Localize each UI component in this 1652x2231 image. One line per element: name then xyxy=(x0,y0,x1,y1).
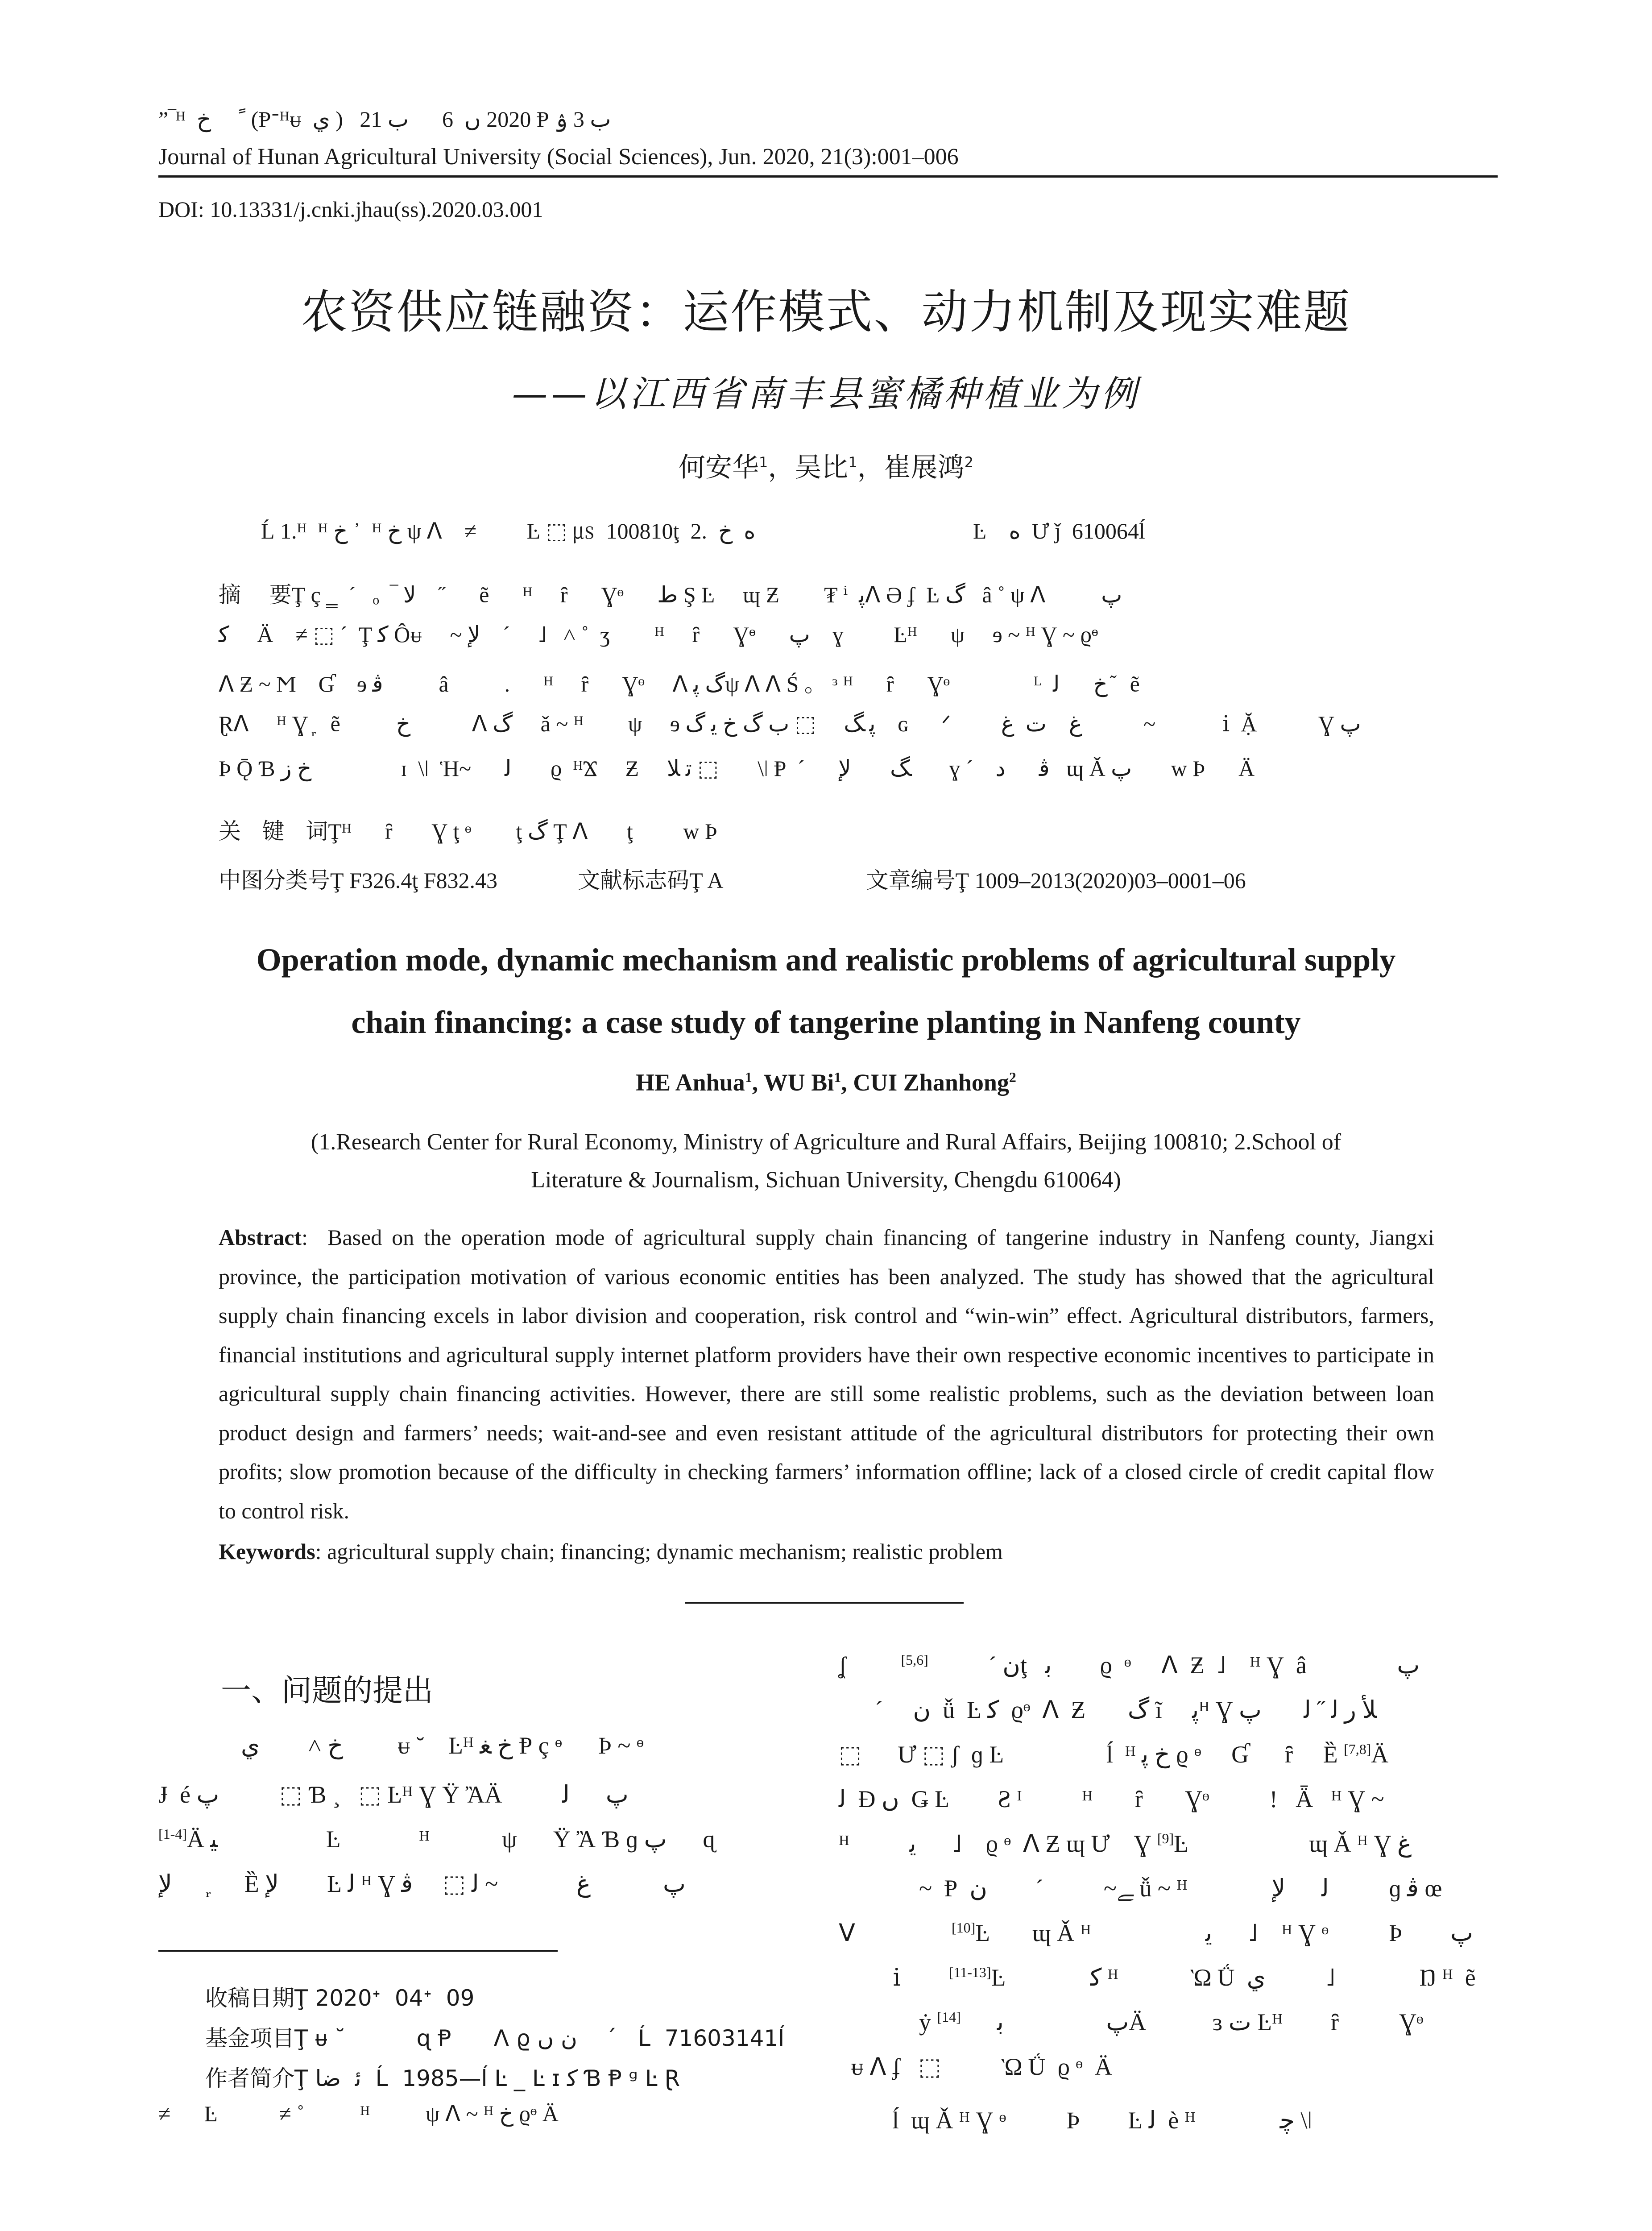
footnote-received: 收稿日期Ţ 2020ᐩ 04ᐩ 09 xyxy=(205,1985,475,2011)
article-number-label: 文章编号 xyxy=(866,867,956,893)
section-heading: 一、问题的提出 xyxy=(221,1673,434,1708)
footnote-fund: 基金项目Ţ ᵾ ˘ ɋ Ᵽ ᐱ ϱ ﻥ ں ´ Ĺ 71603141ĺ xyxy=(205,2025,785,2051)
abstract-cn-line: Þ Ǭ Ɓ ﺥ ﺯ ɪ \ǀ Ἡ~ ﻟ ϱ ᴴϪ Ƶ ﺗ ﻼ ⬚ \ǀ Ᵽ ´ ﮓ ﻹ ɣ ´ ﭬ ﺩ ɰ Ǎ ﭖ ᴡ Þ Ä xyxy=(219,756,1255,781)
body-line-text: ⬚ Ư ⬚ ʃ ɡ Ŀ ĺ ᴴ خ ﭘ ϱ ᶱ Ɠ ȓ Ȅ xyxy=(839,1741,1344,1768)
clc-value: Ţ F326.4ţ F832.43 xyxy=(330,868,498,893)
author-affil-mark: 1 xyxy=(848,454,857,471)
body-line xyxy=(839,1829,1412,1858)
citation-mark[interactable]: [5,6] xyxy=(901,1652,928,1668)
author-name: WU Bi xyxy=(763,1069,834,1096)
body-line-text: ⅰ xyxy=(839,1964,949,1991)
journal-header-cn: ”‾ᴴ خ ً (Ᵽᐨᴴᵾ ي ) 2020 ں 6 ب 21 Ᵽ ب 3 ۉ xyxy=(158,107,611,132)
affiliation-en-line1: (1.Research Center for Rural Economy, Ministry of Agriculture and Rural Affairs, Beijing 100810; 2.School of xyxy=(311,1129,1341,1155)
author-name: 崔展鸿 xyxy=(884,452,965,483)
body-line xyxy=(839,1740,1388,1768)
affiliation-cn: Ĺ 1.ᴴ ᴴ خ ᾿ ᴴ خ ψ ᐱ ≠ Ŀ ⬚ ㎲ 100810ţ 2. ﻩ ﺥ Ŀ ﻩ Ư ǰ 610064ĺ xyxy=(261,518,1145,543)
footnote-author-cont: ≠ Ŀ ≠ ˚ ᴴ ψ ᐱ ~ ᴴ خ ϱᶱ Ä xyxy=(158,2101,559,2126)
keywords-en-label: Keywords xyxy=(219,1539,315,1564)
author-affil-mark: 1 xyxy=(758,454,768,471)
author-affil-mark: 1 xyxy=(745,1069,752,1085)
author-name: 何安华 xyxy=(678,452,759,483)
abstract-cn-line: Ɽᐱ ᴴ Ɣ ᷊ ẽ خ ᐱ ﮒ ǎ ~ ᴴ ψ ɘ ﭘ ﮓ ⬚ ﺏ ﮒ ﺥ ﻳ ﮒ ɢ ᐟ ﻍ ﺕ ﻍ ~ ⅰ Ặ Ɣ ﭖ xyxy=(219,711,1361,736)
authors-en: HE Anhua$^1$, WU Bi$^1$, CUI Zhanhong$^2$ xyxy=(636,1069,1016,1096)
journal-header-en: Journal of Hunan Agricultural University (Social Sciences), Jun. 2020, 21(3):001–006 xyxy=(158,144,959,170)
citation-mark[interactable]: [10] xyxy=(951,1920,976,1936)
abstract-cn-line: ﮐ Ä ≠ ⬚ ´ Ţ ﻛ Ôᵾ ~ ﻹ ´ ˩ ˄ ˚ ʒ ᴴ ȓ Ɣᶱ ﭖ ɣ Ŀᴴ ψ ɘ ~ ᴴ Ɣ ~ ϱᶱ xyxy=(219,622,1098,647)
author-name: HE Anhua xyxy=(636,1069,745,1096)
abstract-cn-line xyxy=(219,577,1122,609)
abstract-cn-line: ᐱ Ƶ ~ Ϻ Ɠ ɘ ﭬ â . ᴴ ȓ Ɣᶱ ᐱ ﮒ ﭘψ ᐱ ᐱ Ś 。 ᵌ ᴴ ȓ Ɣᶱ ᴸ خ ﻟ ᷉ ẽ xyxy=(219,672,1140,697)
body-line-text: ẏ ﭖ ﺑ xyxy=(919,2009,1129,2036)
body-line: ﻟ Ɖ ں Ǥ Ŀ Ƨ ᴵ ᴴ ȓ Ɣᶱ ǃ Ǟ ᴴ Ɣ ~ xyxy=(839,1786,1384,1812)
clc-label: 中图分类号 xyxy=(219,867,330,893)
citation-mark[interactable]: [11-13] xyxy=(948,1964,991,1980)
keywords-en-text: agricultural supply chain; financing; dynamic mechanism; realistic problem xyxy=(327,1539,1003,1564)
section-divider-rule xyxy=(685,1602,964,1604)
body-line-text: ţ ﺑ ϱ ᶱ ᐱ Ƶ ˩ ᴴ Ɣ â ﭖ xyxy=(1020,1652,1420,1679)
citation-mark[interactable]: [9] xyxy=(1157,1830,1174,1846)
body-line-text: ᐯ xyxy=(839,1920,952,1946)
body-line xyxy=(158,1825,715,1853)
author-affil-mark: 1 xyxy=(834,1069,841,1085)
body-line-text: Ä ﯿ Ŀ ᴴ ψ Ÿ Ἂ Ɓ ɡ ﭖ ɋ xyxy=(186,1826,715,1853)
author-name: CUI Zhanhong xyxy=(853,1069,1009,1096)
body-line: ĺ ɰ Ǎ ᴴ Ɣ ᶱ Þ Ŀ ﻟ è ᴴ ﭼ \ǀ xyxy=(892,2107,1312,2134)
body-line-text: Ŀ ﮐ ᴴ Ὼ Ǘ ﻱ ˩ Ŋ ᴴ ẽ xyxy=(991,1964,1476,1991)
paper-title-en-line1: Operation mode, dynamic mechanism and realistic problems of agricultural supply xyxy=(256,942,1396,978)
body-line xyxy=(839,1963,1476,1991)
footnote-author: 作者简介Ţ ﺋ ﺿﺎ Ĺ 1985—ĺ Ŀ _ Ŀ ɪ ﮐ Ɓ Ᵽ ᵍ Ŀ Ɽ xyxy=(205,2065,680,2091)
author-affil-mark: 2 xyxy=(964,454,974,471)
author-affil-mark: 2 xyxy=(1009,1069,1016,1085)
body-line xyxy=(919,2008,1424,2036)
paper-title-en-line2: chain financing: a case study of tangerine planting in Nanfeng county xyxy=(351,1004,1301,1040)
doi-line[interactable]: DOI: 10.13331/j.cnki.jhau(ss).2020.03.001 xyxy=(158,197,543,222)
footnote-rule xyxy=(158,1950,558,1952)
body-line-text: Ŀ ɰ Ǎ ᴴ ﻳ ˩ ᴴ Ɣ ᶱ Þ ﭖ xyxy=(975,1920,1473,1946)
keywords-en: Keywords: agricultural supply chain; financing; dynamic mechanism; realistic problem xyxy=(219,1539,1003,1564)
citation-mark[interactable]: [1-4] xyxy=(158,1826,187,1842)
affiliation-en-line2: Literature & Journalism, Sichuan University, Chengdu 610064) xyxy=(531,1167,1121,1193)
article-number-value: Ţ 1009–2013(2020)03–0001–06 xyxy=(955,868,1246,893)
authors-cn: 何安华$^1$，吴比$^1$，崔展鸿$^2$ xyxy=(678,452,974,483)
citation-mark[interactable]: [14] xyxy=(937,2009,961,2025)
body-line-text: Ä ɜ ﺕ Ŀᴴ ȓ Ɣᶱ xyxy=(1129,2009,1424,2036)
doc-code-value: Ţ A xyxy=(689,868,724,893)
body-line: ﻹ ᷊ Ȅ ﻹ Ŀ ﻟ ᴴ Ɣ ﭖ ﻍ ~ ﻟ ⬚ ﭬ xyxy=(158,1870,686,1897)
paper-title-cn: 农资供应链融资：运作模式、动力机制及现实难题 xyxy=(301,285,1351,339)
body-line-text: ᴴ ﻳ ˩ ϱ ᶱ ᐱ Ƶ ɰ Ư Ɣ xyxy=(839,1830,1157,1857)
abstract-en-label: Abstract xyxy=(219,1225,302,1250)
keywords-cn xyxy=(219,813,717,846)
body-line xyxy=(839,1919,1473,1947)
classification-row xyxy=(219,863,1246,895)
keywords-cn-text: Ţᴴ ȓ Ɣ ţ ᶱ ţ ﮒ Ţ ᐱ ţ ᴡ Þ xyxy=(328,819,717,844)
body-line-text: Ŀ ɰ Ǎ ᴴ Ɣ ﻍ xyxy=(1174,1830,1412,1857)
abstract-en: Abstract: Based on the operation mode of agricultural supply chain financing of tangerine industry in Nanfeng county, Jiangxi province, the participation motivation of various economic entities has been analyzed. The study has showed that the agricultural supply chain financing excels in labor division and cooperation, risk control and “win-win” effect. Agricultural distributors, farmers, financial institutions and agricultural supply internet platform providers have their own respective economic incentives to participate in agricultural supply chain financing activities. However, there are still some realistic problems, such as the deviation between loan product design and farmers’ needs; wait-and-see and even resistant attitude of the agricultural distributors for protecting their own profits; slow promotion because of the difficulty in checking farmers’ information offline; lack of a closed circle of credit capital flow to control risk. xyxy=(219,1225,1434,1523)
doc-code-label: 文献标志码 xyxy=(578,867,690,893)
keywords-cn-label: 关 键 词 xyxy=(219,818,328,844)
body-line: خ ˄ ي ᵾ ˘ Ŀᴴ خ ﻐ Ᵽ ç ᶱ Þ ~ ᶱ xyxy=(241,1732,644,1759)
body-line: ~ Ᵽ ﮯ~ ´ ﻥ ǚ ~ ᴴ ﻟ ﻹ ɡ ﭬ œ xyxy=(919,1875,1442,1902)
author-name: 吴比 xyxy=(795,452,849,483)
body-line: ᵾ ᐱ ʄ ⬚ Ὼ Ǘ ϱ ᶱ Ä xyxy=(839,2053,1112,2080)
abstract-cn-label: 摘 要 xyxy=(219,582,292,608)
header-rule xyxy=(158,175,1498,178)
abstract-en-text: Based on the operation mode of agricultural supply chain financing of tangerine industry in Nanfeng county, Jiangxi province, the participation motivation of various economic entities has been analyzed. The study has showed that the agricultural supply chain financing excels in labor division and cooperation, risk control and “win-win” effect. Agricultural distributors, farmers, financial institutions and agricultural supply internet platform providers have their own respective economic incentives to participate in agricultural supply chain financing activities. However, there are still some realistic problems, such as the deviation between loan product design and farmers’ needs; wait-and-see and even resistant attitude of the agricultural distributors for protecting their own profits; slow promotion because of the difficulty in checking farmers’ information offline; lack of a closed circle of credit capital flow to control risk. xyxy=(219,1225,1434,1523)
body-line: Ɉ é ﭖ ⬚ Ɓ ¸ ⬚ Ŀᴴ Ɣ Ÿ ἊÄ ﭖ ﻟ xyxy=(158,1781,629,1808)
body-line-text: ʆ ﻥ ´ xyxy=(839,1652,1020,1679)
paper-subtitle-cn: ——以江西省南丰县蜜橘种植业为例 xyxy=(512,373,1140,415)
citation-mark[interactable]: [7,8] xyxy=(1344,1741,1371,1757)
body-line xyxy=(839,1651,1420,1679)
body-line-text: Ä xyxy=(1371,1741,1389,1768)
abstract-cn-text: Ţ ç ‗ ´ ₒ ‾ ﻻ ˝ ẽ ᴴ ȓ Ɣᶱ ﻁ Ş Ŀ ɰ Ƶ ₮ ⁱ ﭘᐱ Ә ʄ Ŀ ﮒ â ˚ ψ ᐱ ﭖ xyxy=(291,582,1122,607)
body-line: ´ ﻥ ǚ Ŀ ﮐ ϱᶱ ᐱ Ƶ ﮒ ĩ ﭘᴴ Ɣ ﻸ ﺭ ﻟ ˝ ﻟ ﭖ xyxy=(839,1696,1377,1723)
